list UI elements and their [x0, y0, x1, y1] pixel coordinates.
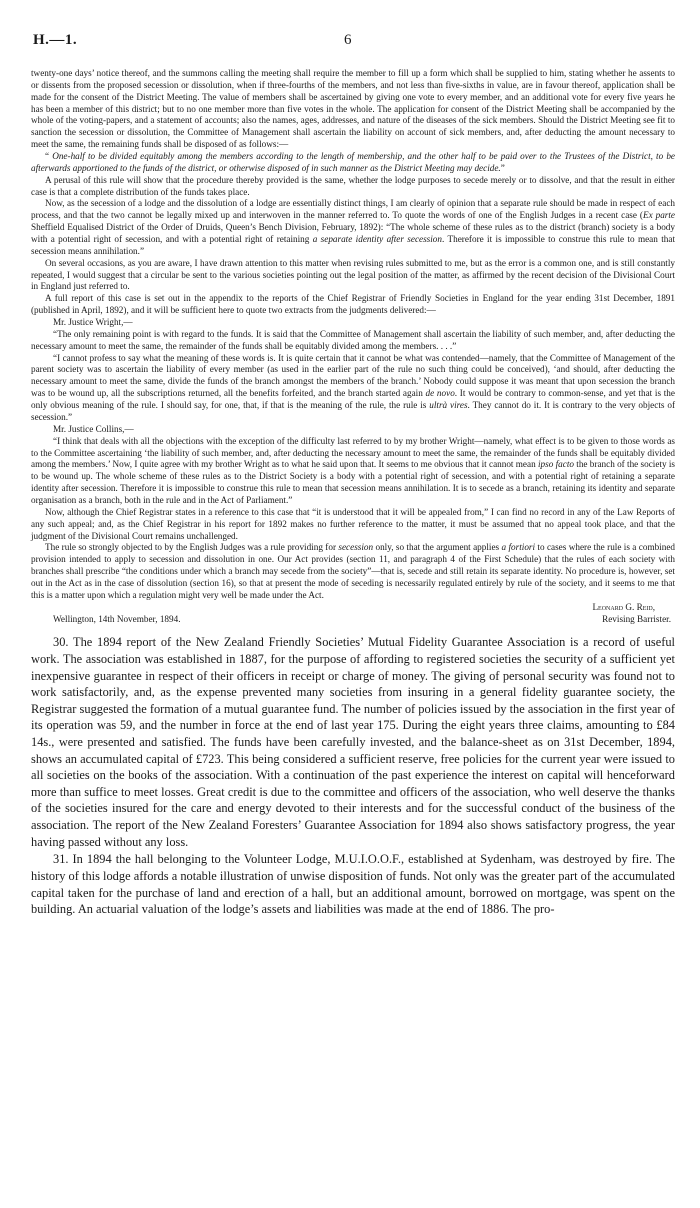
- paragraph: A perusal of this rule will show that the procedure thereby provided is the same, whether the lodge purposes to secede merely or to dissolve, and that the result in either case is that a complete distribution of the funds takes place.: [31, 174, 675, 197]
- page-header: [31, 0, 675, 48]
- paragraph: “The only remaining point is with regard to the funds. It is said that the Committee of Management shall ascertain the liability of such member, and, after deducting the necessary amount to meet the same, the remainder of the funds shall be equitably divided among the members. . . .”: [31, 328, 675, 351]
- paragraph: 31. In 1894 the hall belonging to the Volunteer Lodge, M.U.I.O.O.F., established at Sydenham, was destroyed by fire. The history of this lodge affords a notable illustration of unwise disposition of funds. Not only was the greater part of the accumulated capital taken for the purchase of land and erection of a hall, but an additional amount, borrowed on mortgage, was spent on the building. An actuarial valuation of the lodge’s assets and liabilities was made at the end of 1886. The pro-: [31, 852, 675, 917]
- paragraph: “I cannot profess to say what the meaning of these words is. It is quite certain that it cannot be what was contended—namely, that the Committee of Management of the parent society was to ascertain the liability of every member (as used in the earlier part of the rule no such thing could be conceived), ‘and should, after deducting the necessary amount to meet the same, divide the funds of the branch amongst the members of the branch.’ Nobody could suppose it was meant that upon secession the branch was to be wound up, all the subscriptions returned, all the benefits forfeited, and the branch started again de novo. It would be contrary to common-sense, and yet that is the only obvious meaning of the rule. I should say, for one, that, if that is the meaning of the rule, the rule is ultrà vires. They cannot do it. It is contrary to the very objects of secession.”: [31, 352, 676, 422]
- paragraph: On several occasions, as you are aware, I have drawn attention to this matter when revising rules submitted to me, but as the error is a common one, and is still constantly repeated, I would suggest that a circular be sent to the various societies pointing out the legal position of the matter, as affirmed by the recent decision of the Divisional Court in England just referred to.: [31, 257, 675, 292]
- paragraph: “I think that deals with all the objections with the exception of the difficulty last referred to by my brother Wright—namely, what effect is to be given to those words as to the Committee ascertaining ‘the liability of such member, and, after deducting the necessary amount to meet the same, the remainder of the funds shall be equitably divided among the members.’ Now, I quite agree with my brother Wright as to what he said upon that. It seems to me obvious that it cannot mean ipso facto the branch of the society is to be wound up. The whole scheme of these rules as to the District Society is a body with a potential right of secession, and with a potential right of retaining a separate identity after secession. Therefore it is impossible to construe this rule to mean that secession means annihilation. It is to secede as a branch, retaining its identity and separate organisation as a branch, both in the rule and in the Act of Parliament.”: [31, 435, 676, 505]
- page-number: 6: [344, 32, 352, 48]
- paragraph: Mr. Justice Wright,—: [53, 317, 133, 328]
- paragraph: Now, as the secession of a lodge and the dissolution of a lodge are essentially distinct things, I am clearly of opinion that a separate rule should be made in respect of each process, and that the two cannot be legally mixed up and interwoven in the manner referred to. To quote the words of one of the English Judges in a recent case (Ex parte Sheffield Equalised District of the Order of Druids, Queen’s Bench Division, February, 1892): “The whole scheme of these rules as to the district (branch) society is a body with a potential right of secession, and with a potential right of retaining a separate identity after secession. Therefore it is impossible to construe this rule to mean that secession means annihilation.”: [31, 198, 675, 256]
- signatory-title: Revising Barrister.: [602, 613, 671, 624]
- paragraph: A full report of this case is set out in the appendix to the reports of the Chief Registrar of Friendly Societies in England for the year ending 31st December, 1891 (published in April, 1892), and it will be sufficient here to quote two extracts from the judgments delivered:—: [31, 293, 675, 316]
- report-body-text: [31, 634, 675, 917]
- paragraph: Now, although the Chief Registrar states in a reference to this case that “it is understood that it will be appealed from,” I can find no record in any of the Law Reports of any such appeal; and, as the Chief Registrar in his report for 1892 makes no further reference to the matter, it must be assumed that no appeal took place, and that the judgment of the Divisional Court remains unchallenged.: [31, 506, 675, 541]
- paragraph: The rule so strongly objected to by the English Judges was a rule providing for secession only, so that the argument applies a fortiori to cases where the rule is a combined provision intended to apply to secession and dissolution in one. Our Act provides (section 11, and paragraph 4 of the First Schedule) that the rules of each society with branches shall prescribe “the conditions under which a branch may secede from the society”—that is, secede and still retain its separate identity. No procedure is, however, set out in the Act as in the case of dissolution (section 16), so that at present the mode of seceding is necessarily regulated entirely by rule of the society, and it seems to me that this is a matter upon which a regulation might very well be made under the Act.: [31, 542, 675, 600]
- report-reference: H.—1.: [33, 32, 78, 48]
- signatory-name: Leonard G. Reid,: [592, 601, 655, 612]
- paragraph: 30. The 1894 report of the New Zealand Friendly Societies’ Mutual Fidelity Guarantee Association is a record of useful work. The association was established in 1887, for the purpose of affording to registered societies the security of a sufficient yet inexpensive guarantee in respect of their officers in receipt or charge of money. The giving of personal security was found not to work satisfactorily, and, as the expense prevented many societies from insuring in a general fidelity guarantee society, the Registrar suggested the formation of a mutual guarantee fund. The number of policies issued by the association in the first year of its operation was 59, and the number in force at the end of last year 175. During the eight years three claims, amounting to £84 14s., were presented and satisfied. The funds have been carefully invested, and the balance-sheet as on 31st December, 1894, shows an accumulated capital of £723. This being considered a sufficient reserve, free policies for the current year were issued to all societies on the books of the association. With a continuation of the past experience the interest on capital will henceforward more than suffice to meet losses. Great credit is due to the committee and officers of the association, who well deserve the thanks of the societies insured for the care and energy devoted to their interests and for the successful conduct of the business of the association. The report of the New Zealand Foresters’ Guarantee Association for 1894 also shows satisfactory progress, the year having passed without any loss.: [31, 635, 675, 849]
- paragraph: Mr. Justice Collins,—: [53, 423, 134, 434]
- quoted-report-text: [31, 68, 675, 602]
- paragraph: twenty-one days’ notice thereof, and the summons calling the meeting shall require the member to fill up a form which shall be supplied to him, stating whether he assents to or dissents from the proposed secession or dissolution, when if three-fourths of the members, and not less than five-sixths in value, are in favour thereof, application shall be made for the consent of the District Meeting. The value of members shall be ascertained by giving one vote to every member, and an additional vote for every five years he has been a member of this district; but to no one member more than five votes in the whole. The application for consent of the District Meeting shall be accompanied by the whole of the voting-papers, and a statement of accounts; also the names, ages, addresses, and nature of the diseases of the sick members. Should the District Meeting see fit to sanction the secession or dissolution, the Committee of Management shall ascertain the liability on account of sick members, and, after deducting the amount necessary to meet the same, the remaining funds shall be disposed of as follows:—: [31, 68, 675, 150]
- paragraph: “ One-half to be divided equitably among the members according to the length of membership, and the other half to be paid over to the Trustees of the District, to be afterwards apportioned to the funds of the district, or otherwise disposed of in such manner as the District Meeting may decide.”: [31, 151, 675, 173]
- signature-block: [31, 602, 675, 626]
- signature-place-date: Wellington, 14th November, 1894.: [53, 613, 181, 624]
